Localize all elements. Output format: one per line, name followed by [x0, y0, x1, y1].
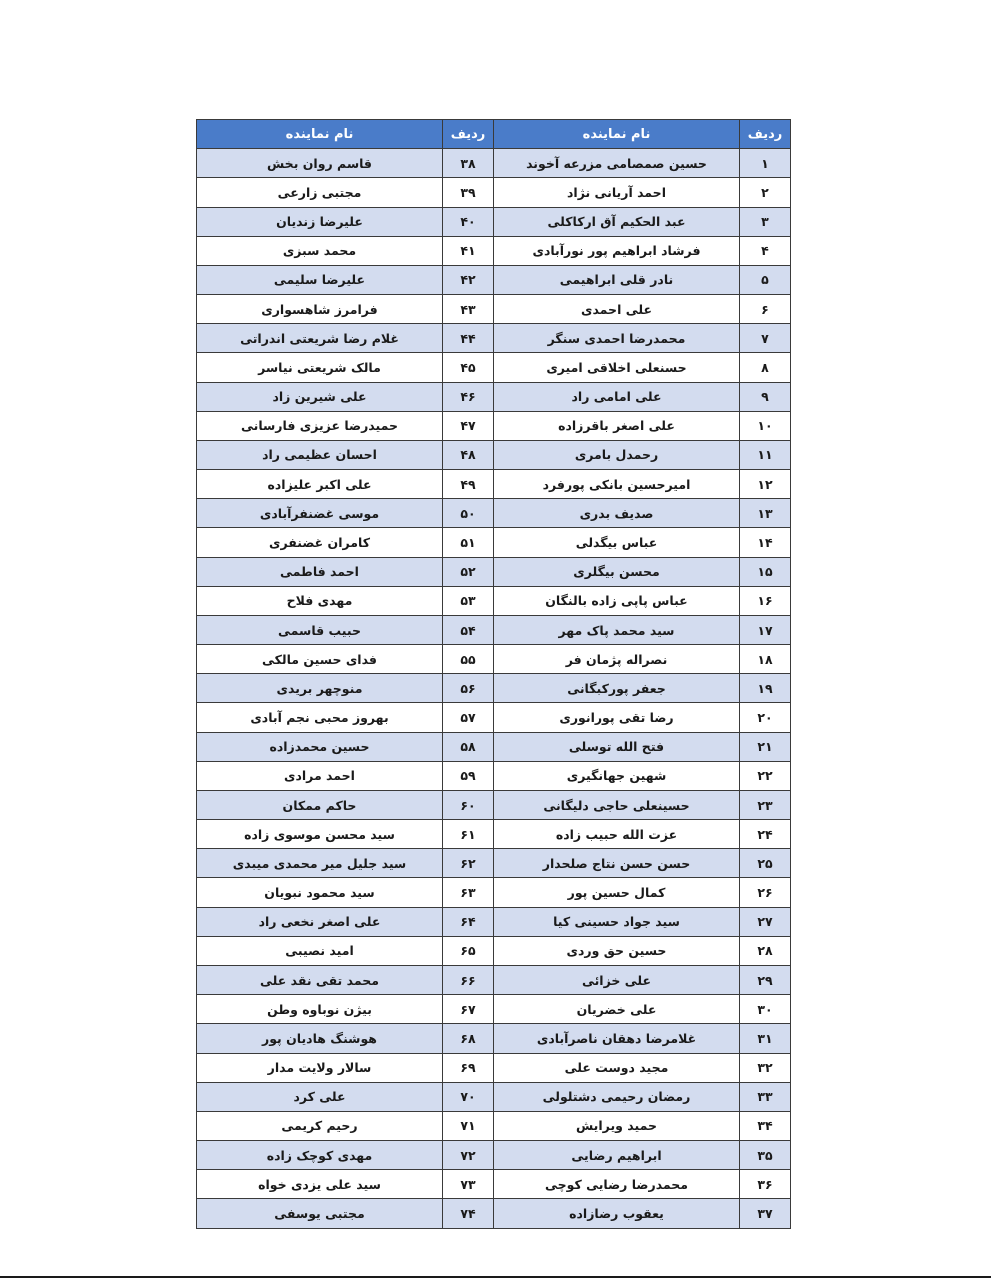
row-number-cell: ۴۳ [443, 295, 494, 324]
representative-name-cell: علیرضا سلیمی [197, 265, 443, 294]
representative-name-cell: حسن حسن نتاج صلحدار [494, 849, 740, 878]
row-number-cell: ۲۴ [740, 820, 791, 849]
representative-name-cell: کامران غضنفری [197, 528, 443, 557]
row-number-cell: ۶۰ [443, 790, 494, 819]
row-number-cell: ۷۰ [443, 1082, 494, 1111]
representative-name-cell: غلام رضا شریعتی اندراتی [197, 324, 443, 353]
table-row [197, 557, 791, 586]
row-number-cell: ۳۲ [740, 1053, 791, 1082]
representative-name-cell: احسان عظیمی راد [197, 440, 443, 469]
representative-name-cell: محمدرضا رضایی کوچی [494, 1170, 740, 1199]
representative-name-cell: علی اصغر نخعی راد [197, 907, 443, 936]
representative-name-cell: سید محمد پاک مهر [494, 615, 740, 644]
table-row [197, 1024, 791, 1053]
row-number-cell: ۱۳ [740, 499, 791, 528]
row-number-cell: ۵۲ [443, 557, 494, 586]
table-row [197, 936, 791, 965]
header-name-right: نام نماینده [494, 120, 740, 149]
row-number-cell: ۷ [740, 324, 791, 353]
row-number-cell: ۶۵ [443, 936, 494, 965]
representative-name-cell: سالار ولایت مدار [197, 1053, 443, 1082]
representative-name-cell: حسین صمصامی مزرعه آخوند [494, 149, 740, 178]
row-number-cell: ۵۳ [443, 586, 494, 615]
representative-name-cell: عباس پاپی زاده بالنگان [494, 586, 740, 615]
row-number-cell: ۳۵ [740, 1141, 791, 1170]
row-number-cell: ۴۶ [443, 382, 494, 411]
representative-name-cell: فدای حسین مالکی [197, 645, 443, 674]
row-number-cell: ۳۱ [740, 1024, 791, 1053]
row-number-cell: ۱ [740, 149, 791, 178]
representative-name-cell: مهدی کوچک زاده [197, 1141, 443, 1170]
representative-name-cell: شهین جهانگیری [494, 761, 740, 790]
representative-name-cell: بهروز محبی نجم آبادی [197, 703, 443, 732]
row-number-cell: ۱۵ [740, 557, 791, 586]
row-number-cell: ۳۷ [740, 1199, 791, 1228]
representative-name-cell: احمد فاطمی [197, 557, 443, 586]
row-number-cell: ۵ [740, 265, 791, 294]
row-number-cell: ۶۶ [443, 965, 494, 994]
table-row [197, 820, 791, 849]
representative-name-cell: سید محمود نبویان [197, 878, 443, 907]
row-number-cell: ۵۶ [443, 674, 494, 703]
row-number-cell: ۵۱ [443, 528, 494, 557]
row-number-cell: ۴۷ [443, 411, 494, 440]
table-row [197, 995, 791, 1024]
row-number-cell: ۳ [740, 207, 791, 236]
representative-name-cell: سید جواد حسینی کیا [494, 907, 740, 936]
representative-name-cell: موسی غضنفرآبادی [197, 499, 443, 528]
representative-name-cell: جعفر پورکبگانی [494, 674, 740, 703]
row-number-cell: ۲۳ [740, 790, 791, 819]
row-number-cell: ۸ [740, 353, 791, 382]
header-row [197, 120, 791, 149]
representative-name-cell: ابراهیم رضایی [494, 1141, 740, 1170]
representative-name-cell: علی اصغر باقرزاده [494, 411, 740, 440]
table-row [197, 265, 791, 294]
row-number-cell: ۶۸ [443, 1024, 494, 1053]
row-number-cell: ۳۴ [740, 1111, 791, 1140]
row-number-cell: ۲۸ [740, 936, 791, 965]
representative-name-cell: احمد مرادی [197, 761, 443, 790]
table-row [197, 674, 791, 703]
table-row [197, 411, 791, 440]
row-number-cell: ۶۳ [443, 878, 494, 907]
representative-name-cell: مجید دوست علی [494, 1053, 740, 1082]
representative-name-cell: نصراله پژمان فر [494, 645, 740, 674]
row-number-cell: ۴۸ [443, 440, 494, 469]
representative-name-cell: حسین حق وردی [494, 936, 740, 965]
representative-name-cell: علی احمدی [494, 295, 740, 324]
representative-name-cell: محمدرضا احمدی سنگر [494, 324, 740, 353]
representative-name-cell: حسنعلی اخلاقی امیری [494, 353, 740, 382]
table-row [197, 615, 791, 644]
representative-name-cell: علی خضریان [494, 995, 740, 1024]
table-row [197, 295, 791, 324]
table-row [197, 440, 791, 469]
representative-name-cell: احمد آریانی نژاد [494, 178, 740, 207]
representative-name-cell: رحیم کریمی [197, 1111, 443, 1140]
table-row [197, 703, 791, 732]
table-row [197, 1170, 791, 1199]
row-number-cell: ۳۸ [443, 149, 494, 178]
representative-name-cell: حمید ویرایش [494, 1111, 740, 1140]
table-row [197, 353, 791, 382]
representative-name-cell: سید علی یزدی خواه [197, 1170, 443, 1199]
header-row-number-right: ردیف [740, 120, 791, 149]
representative-name-cell: فرامرز شاهسواری [197, 295, 443, 324]
representative-name-cell: حاکم ممکان [197, 790, 443, 819]
row-number-cell: ۳۳ [740, 1082, 791, 1111]
table-row [197, 849, 791, 878]
row-number-cell: ۱۰ [740, 411, 791, 440]
representative-name-cell: حسینعلی حاجی دلیگانی [494, 790, 740, 819]
row-number-cell: ۶۱ [443, 820, 494, 849]
table-row [197, 1141, 791, 1170]
table-body [197, 149, 791, 1228]
row-number-cell: ۴۴ [443, 324, 494, 353]
table-row [197, 499, 791, 528]
row-number-cell: ۶ [740, 295, 791, 324]
row-number-cell: ۴۰ [443, 207, 494, 236]
table-row [197, 645, 791, 674]
row-number-cell: ۵۰ [443, 499, 494, 528]
row-number-cell: ۵۴ [443, 615, 494, 644]
table-row [197, 878, 791, 907]
row-number-cell: ۶۴ [443, 907, 494, 936]
representative-name-cell: رمضان رحیمی دشتلولی [494, 1082, 740, 1111]
representative-name-cell: علیرضا زندیان [197, 207, 443, 236]
table-row [197, 178, 791, 207]
row-number-cell: ۳۹ [443, 178, 494, 207]
row-number-cell: ۳۰ [740, 995, 791, 1024]
table-row [197, 382, 791, 411]
row-number-cell: ۱۸ [740, 645, 791, 674]
row-number-cell: ۲۰ [740, 703, 791, 732]
table-row [197, 528, 791, 557]
representative-name-cell: حمیدرضا عزیزی فارسانی [197, 411, 443, 440]
representative-name-cell: حسین محمدزاده [197, 732, 443, 761]
representative-name-cell: عزت الله حبیب زاده [494, 820, 740, 849]
representative-name-cell: غلامرضا دهقان ناصرآبادی [494, 1024, 740, 1053]
table-row [197, 907, 791, 936]
row-number-cell: ۵۷ [443, 703, 494, 732]
row-number-cell: ۵۹ [443, 761, 494, 790]
representative-name-cell: امیرحسین بانکی پورفرد [494, 470, 740, 499]
row-number-cell: ۱۲ [740, 470, 791, 499]
row-number-cell: ۲۷ [740, 907, 791, 936]
row-number-cell: ۲۵ [740, 849, 791, 878]
representative-name-cell: علی شیرین زاد [197, 382, 443, 411]
row-number-cell: ۱۹ [740, 674, 791, 703]
table-row [197, 790, 791, 819]
table-row [197, 236, 791, 265]
table-row [197, 1111, 791, 1140]
row-number-cell: ۲۹ [740, 965, 791, 994]
representative-name-cell: صدیف بدری [494, 499, 740, 528]
row-number-cell: ۶۲ [443, 849, 494, 878]
representative-name-cell: علی امامی راد [494, 382, 740, 411]
representative-name-cell: مجتبی یوسفی [197, 1199, 443, 1228]
row-number-cell: ۷۴ [443, 1199, 494, 1228]
row-number-cell: ۵۸ [443, 732, 494, 761]
row-number-cell: ۲۲ [740, 761, 791, 790]
representative-name-cell: سید محسن موسوی زاده [197, 820, 443, 849]
table-row [197, 732, 791, 761]
representative-name-cell: رحمدل بامری [494, 440, 740, 469]
row-number-cell: ۲۶ [740, 878, 791, 907]
representative-name-cell: عبد الحکیم آق ارکاکلی [494, 207, 740, 236]
representative-name-cell: یعقوب رضازاده [494, 1199, 740, 1228]
row-number-cell: ۴۲ [443, 265, 494, 294]
table-row [197, 761, 791, 790]
representative-name-cell: قاسم روان بخش [197, 149, 443, 178]
representative-name-cell: محسن بیگلری [494, 557, 740, 586]
table-row [197, 149, 791, 178]
table-row [197, 586, 791, 615]
row-number-cell: ۱۱ [740, 440, 791, 469]
representative-name-cell: رضا تقی پورانوری [494, 703, 740, 732]
table-row [197, 1199, 791, 1228]
row-number-cell: ۷۳ [443, 1170, 494, 1199]
header-row-number-left: ردیف [443, 120, 494, 149]
row-number-cell: ۲۱ [740, 732, 791, 761]
representative-name-cell: فرشاد ابراهیم پور نورآبادی [494, 236, 740, 265]
row-number-cell: ۶۷ [443, 995, 494, 1024]
representative-name-cell: محمد سبزی [197, 236, 443, 265]
row-number-cell: ۷۱ [443, 1111, 494, 1140]
representative-name-cell: علی کرد [197, 1082, 443, 1111]
page-bottom-rule [0, 1276, 991, 1278]
representatives-table [196, 119, 791, 1229]
row-number-cell: ۱۶ [740, 586, 791, 615]
representative-name-cell: کمال حسین پور [494, 878, 740, 907]
row-number-cell: ۱۴ [740, 528, 791, 557]
representative-name-cell: عباس بیگدلی [494, 528, 740, 557]
representative-name-cell: علی خزائی [494, 965, 740, 994]
row-number-cell: ۴۱ [443, 236, 494, 265]
row-number-cell: ۵۵ [443, 645, 494, 674]
row-number-cell: ۱۷ [740, 615, 791, 644]
representative-name-cell: سید جلیل میر محمدی میبدی [197, 849, 443, 878]
table-row [197, 470, 791, 499]
representative-name-cell: علی اکبر علیزاده [197, 470, 443, 499]
table-row [197, 1082, 791, 1111]
row-number-cell: ۴۹ [443, 470, 494, 499]
representative-name-cell: فتح الله توسلی [494, 732, 740, 761]
representative-name-cell: بیژن نوباوه وطن [197, 995, 443, 1024]
table-row [197, 324, 791, 353]
representative-name-cell: منوچهر بریدی [197, 674, 443, 703]
row-number-cell: ۲ [740, 178, 791, 207]
row-number-cell: ۷۲ [443, 1141, 494, 1170]
row-number-cell: ۶۹ [443, 1053, 494, 1082]
representative-name-cell: حبیب قاسمی [197, 615, 443, 644]
representative-name-cell: محمد تقی نقد علی [197, 965, 443, 994]
table-row [197, 965, 791, 994]
row-number-cell: ۴۵ [443, 353, 494, 382]
representative-name-cell: هوشنگ هادیان پور [197, 1024, 443, 1053]
table-row [197, 207, 791, 236]
row-number-cell: ۴ [740, 236, 791, 265]
table-row [197, 1053, 791, 1082]
representative-name-cell: نادر قلی ابراهیمی [494, 265, 740, 294]
row-number-cell: ۳۶ [740, 1170, 791, 1199]
row-number-cell: ۹ [740, 382, 791, 411]
representative-name-cell: مجتبی زارعی [197, 178, 443, 207]
representative-name-cell: مهدی فلاح [197, 586, 443, 615]
representative-name-cell: مالک شریعتی نیاسر [197, 353, 443, 382]
header-name-left: نام نماینده [197, 120, 443, 149]
table-header [197, 120, 791, 149]
representative-name-cell: امید نصیبی [197, 936, 443, 965]
